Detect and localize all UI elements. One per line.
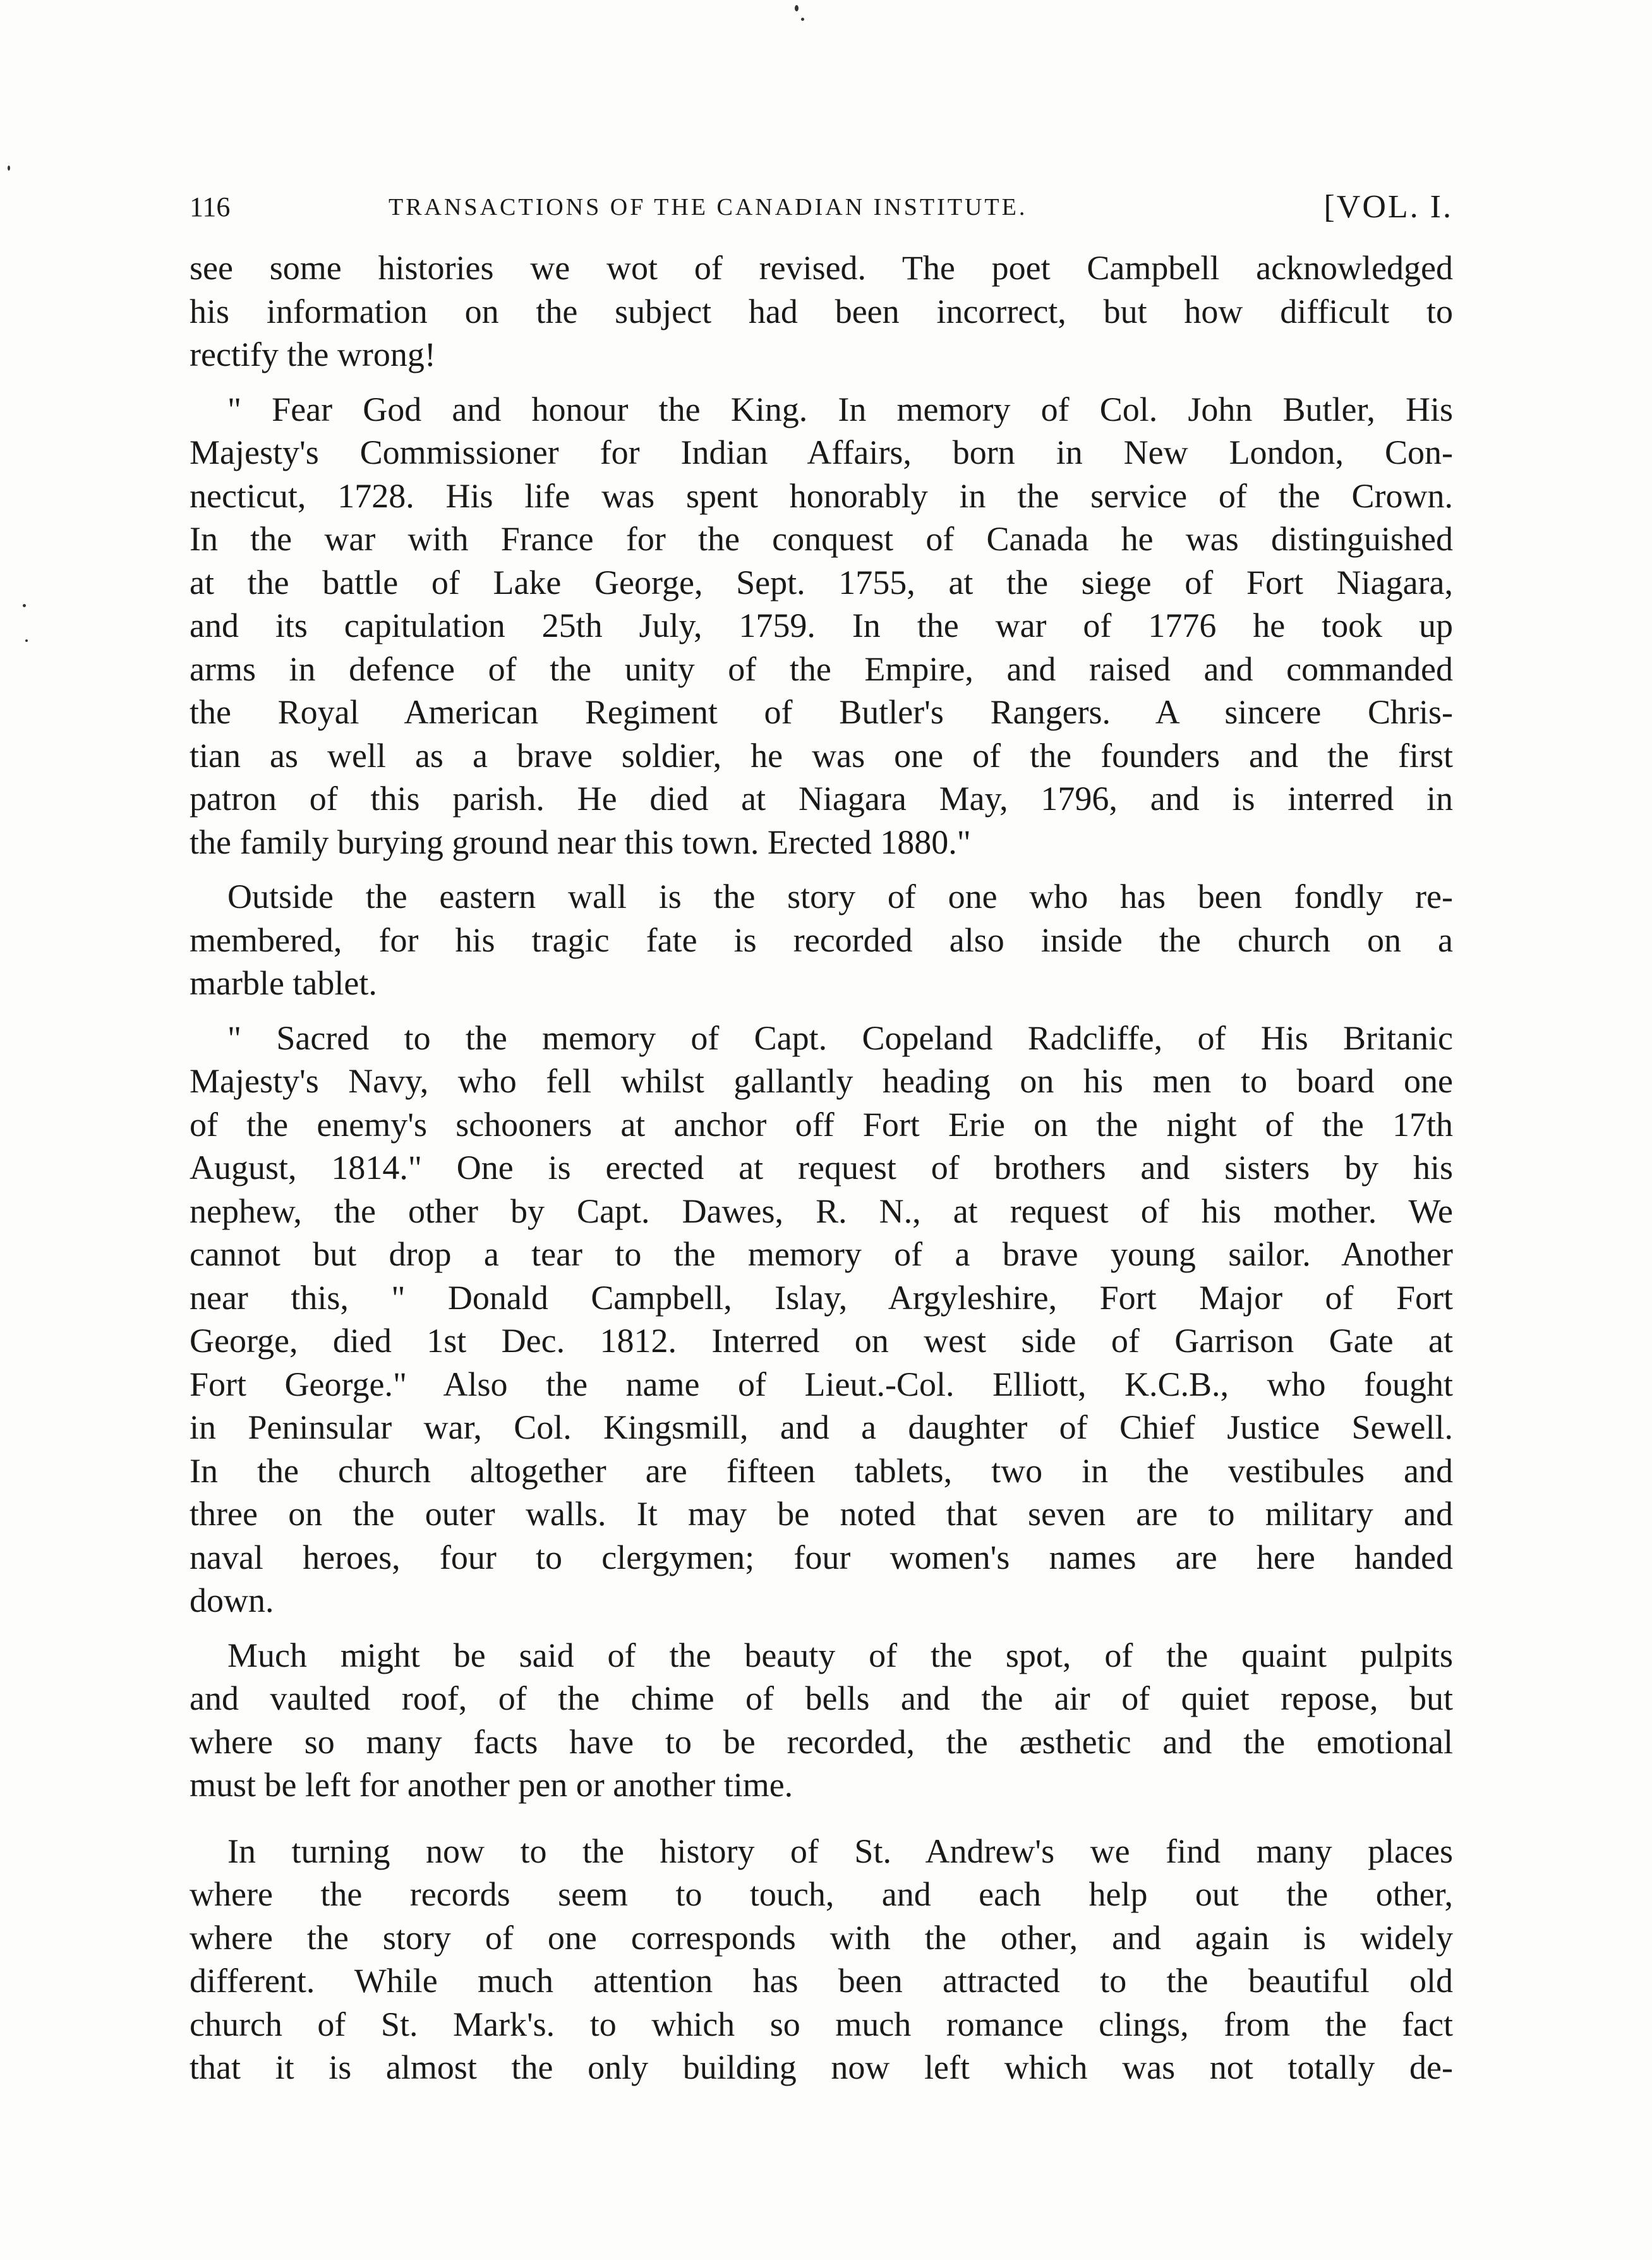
text-line: must be left for another pen or another time.: [190, 1766, 793, 1804]
text-line: Much might be said of the beauty of the spot, of the quaint pulpits: [227, 1636, 1453, 1674]
volume-label: [VOL. I.: [1323, 189, 1453, 225]
text-line: In the church altogether are fifteen tablets, two in the vestibules and: [190, 1451, 1453, 1490]
body-text: [190, 246, 1453, 2089]
text-line: August, 1814." One is erected at request of brothers and sisters by his: [190, 1149, 1453, 1187]
scan-speck: [8, 166, 10, 171]
running-title: TRANSACTIONS OF THE CANADIAN INSTITUTE.: [389, 194, 1028, 221]
text-line: patron of this parish. He died at Niagara May, 1796, and is interred in: [190, 780, 1453, 818]
scan-speck: [25, 639, 28, 642]
text-line: the Royal American Regiment of Butler's Rangers. A sincere Chris-: [190, 693, 1453, 731]
text-line: " Fear God and honour the King. In memory of Col. John Butler, His: [227, 390, 1453, 428]
text-line: tian as well as a brave soldier, he was one of the founders and the first: [190, 736, 1453, 775]
text-line: of the enemy's schooners at anchor off Fort Erie on the night of the 17th: [190, 1105, 1453, 1144]
text-line: cannot but drop a tear to the memory of a brave young sailor. Another: [190, 1235, 1453, 1273]
text-line: where the story of one corresponds with the other, and again is widely: [190, 1918, 1453, 1957]
text-line: in Peninsular war, Col. Kingsmill, and a daughter of Chief Justice Sewell.: [190, 1408, 1453, 1446]
text-line: the family burying ground near this town. Erected 1880.": [190, 823, 971, 861]
text-line: see some histories we wot of revised. The poet Campbell acknowledged: [190, 249, 1453, 287]
text-line: and its capitulation 25th July, 1759. In the war of 1776 he took up: [190, 607, 1453, 644]
text-line: at the battle of Lake George, Sept. 1755, at the siege of Fort Niagara,: [190, 563, 1453, 601]
text-line: George, died 1st Dec. 1812. Interred on west side of Garrison Gate at: [190, 1322, 1453, 1360]
paragraph: [190, 1017, 1453, 1622]
text-line: Fort George." Also the name of Lieut.-Col. Elliott, K.C.B., who fought: [190, 1365, 1453, 1403]
paragraph: [190, 388, 1453, 864]
text-line: In turning now to the history of St. Andrew's we find many places: [227, 1832, 1453, 1870]
paragraph: [190, 1830, 1453, 2089]
paragraph: [190, 1634, 1453, 1807]
page-number: 116: [190, 191, 231, 222]
text-line: marble tablet.: [190, 964, 377, 1002]
paragraph: [190, 875, 1453, 1005]
text-line: different. While much attention has been attracted to the beautiful old: [190, 1962, 1453, 2000]
text-line: his information on the subject had been incorrect, but how difficult to: [190, 292, 1453, 330]
text-line: Majesty's Commissioner for Indian Affairs, born in New London, Con-: [190, 433, 1453, 471]
text-line: nephew, the other by Capt. Dawes, R. N., at request of his mother. We: [190, 1192, 1453, 1230]
text-line: necticut, 1728. His life was spent honorably in the service of the Crown.: [190, 476, 1453, 515]
text-line: where so many facts have to be recorded, the æsthetic and the emotional: [190, 1722, 1453, 1761]
text-line: In the war with France for the conquest of Canada he was distinguished: [190, 520, 1453, 558]
text-line: arms in defence of the unity of the Empire, and raised and commanded: [190, 650, 1453, 688]
scan-speck: [801, 18, 804, 21]
text-line: three on the outer walls. It may be noted that seven are to military and: [190, 1495, 1453, 1533]
text-line: Majesty's Navy, who fell whilst gallantly heading on his men to board one: [190, 1062, 1453, 1100]
text-line: naval heroes, four to clergymen; four women's names are here handed: [190, 1538, 1453, 1576]
text-line: " Sacred to the memory of Capt. Copeland Radcliffe, of His Britanic: [227, 1018, 1453, 1057]
running-header: [190, 182, 1453, 233]
text-line: that it is almost the only building now left which was not totally de-: [190, 2048, 1453, 2086]
text-line: where the records seem to touch, and each help out the other,: [190, 1875, 1453, 1913]
scan-speck: [795, 5, 799, 11]
text-line: rectify the wrong!: [190, 335, 436, 373]
text-line: membered, for his tragic fate is recorded also inside the church on a: [190, 921, 1453, 959]
scan-speck: [23, 604, 26, 607]
text-line: down.: [190, 1581, 274, 1619]
text-line: Outside the eastern wall is the story of one who has been fondly re-: [227, 878, 1453, 915]
text-line: and vaulted roof, of the chime of bells and the air of quiet repose, but: [190, 1679, 1453, 1717]
paragraph: [190, 246, 1453, 377]
text-line: near this, " Donald Campbell, Islay, Argyleshire, Fort Major of Fort: [190, 1278, 1453, 1317]
text-line: church of St. Mark's. to which so much romance clings, from the fact: [190, 2005, 1453, 2043]
